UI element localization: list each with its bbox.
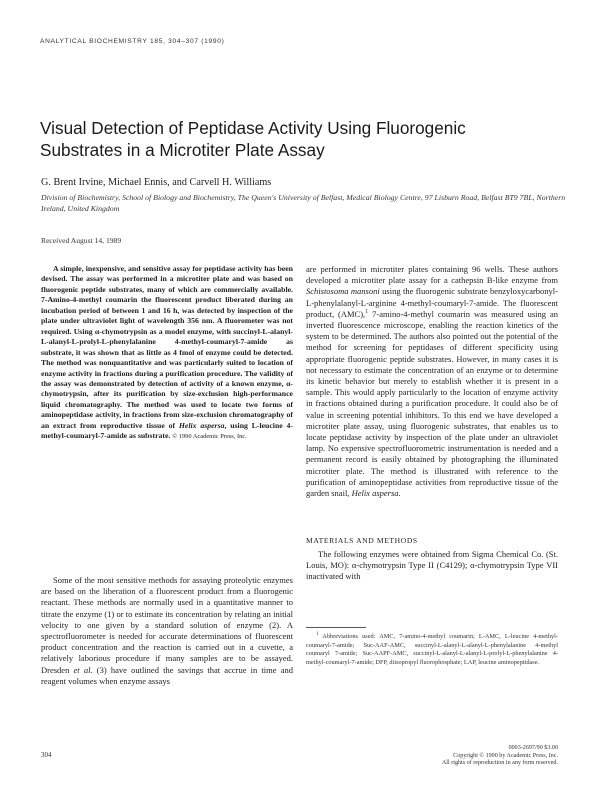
copyright-price: 0003-2697/90 $3.00 bbox=[508, 745, 558, 751]
right-col-text-1: are performed in microtiter plates containing 96 wells. These authors developed a microtiter plate assay for a cathepsin B-like enzyme from bbox=[306, 264, 558, 286]
copyright-holder: Copyright © 1990 by Academic Press, Inc. bbox=[453, 752, 558, 759]
footnote-reference: 1 bbox=[365, 308, 369, 315]
footnote bbox=[306, 633, 558, 667]
footnote-divider bbox=[306, 627, 366, 628]
abstract-text: A simple, inexpensive, and sensitive assay for peptidase activity has been devised. The assay was performed in a microtiter plate and was based on fluorogenic peptide substrates, many of which are commercially available. 7-Amino-4-methyl coumarin the fluorescent product liberated during an incubation period of between 1 and 16 h, was detected by inspection of the plate under ultraviolet light of wavelength 356 nm. A fluorometer was not required. Using α-chymotrypsin as a model enzyme, with succinyl-L-alanyl-L-alanyl-L-prolyl-L-phenylalanine 4-methyl-coumaryl-7-amide as substrate, it was shown that as little as 4 fmol of enzyme could be detected. The method was nonquantitative and was particularly suited to location of enzyme activity in fractions during a purification procedure. The validity of the assay was demonstrated by detection of activity of a known enzyme, α-chymotrypsin, after its purification by size-exclusion high-performance liquid chromatography. The method was used to locate two forms of aminopeptidase activity, in fractions from size-exclusion chromatography of an extract from reproductive tissue of bbox=[41, 264, 293, 430]
author-affiliation: Division of Biochemistry, School of Biology and Biochemistry, The Queen's University of Belfast, Medical Biology Centre, 97 Lisburn Road, Belfast BT9 7BL, Northern Ireland, United Kingdom bbox=[41, 193, 566, 213]
abstract-species: Helix aspersa bbox=[178, 420, 225, 430]
abstract bbox=[41, 264, 293, 443]
intro-text-end: (3) have outlined the savings that accrue in time and reagent volumes when enzyme assays bbox=[41, 664, 294, 686]
right-col-text-4: . bbox=[398, 488, 401, 499]
copyright-rights: All rights of reproduction in any form reserved. bbox=[441, 760, 558, 767]
intro-etal: et al. bbox=[73, 664, 93, 675]
methods-paragraph: The following enzymes were obtained from Sigma Chemical Co. (St. Louis, MO): α-chymotrypsin Type II (C4129); α-chymotrypsin Type VII inactivated with bbox=[306, 549, 558, 582]
right-col-text-2: using the fluorogenic substrate benzyloxycarbonyl-L-phenylalanyl-L-arginine 4-methyl-coumaryl-7-amide. The fluorescent product, (AMC), bbox=[306, 286, 558, 319]
right-column-paragraph bbox=[306, 264, 558, 499]
article-title: Visual Detection of Peptidase Activity Using Fluorogenic Substrates in a Microtiter Plate Assay bbox=[40, 118, 466, 160]
intro-text: Some of the most sensitive methods for assaying proteolytic enzymes are based on the liberation of a fluorescent product from a fluorogenic reactant. These methods are normally used in a quantitative manner to titrate the enzyme (1) or to estimate its concentration by relating an initial velocity to one given by a standard solution of enzyme (2). A spectrofluorometer is needed for accurate determinations of fluorescent product concentration and the reaction is carried out in a cuvette, a relatively laborious procedure if many samples are to be assayed. Dresden bbox=[41, 575, 293, 675]
footnote-text: Abbreviations used: AMC, 7-amino-4-methyl coumarin; L-AMC, L-leucine 4-methyl-coumaryl-7-amide; Suc-AAF-AMC, succinyl-L-alanyl-L-alanyl-L-phenylalanine 4-methyl coumaryl 7-amide; Suc-AAPF-AMC, succinyl-L-alanyl-L-alanyl-L-prolyl-L-phenylalanine 4-methyl-coumaryl-7-amide; DFP, diisopropyl fluorophosphate; LAP, leucine aminopeptidase. bbox=[306, 633, 558, 666]
section-heading-methods: MATERIALS AND METHODS bbox=[306, 536, 418, 545]
page-number: 304 bbox=[41, 751, 52, 759]
introduction-paragraph bbox=[41, 575, 293, 687]
right-col-helix: Helix aspersa bbox=[351, 488, 399, 499]
right-col-schistosoma: Schistosoma mansoni bbox=[306, 286, 380, 297]
footnote-marker: 1 bbox=[316, 631, 319, 637]
abstract-text-end: , using L-leucine 4-methyl-coumaryl-7-amide as substrate. bbox=[41, 420, 293, 441]
right-col-text-3: 7-amino-4-methyl coumarin was measured using an inverted fluorescence microscope, enabling the reaction kinetics of the system to be determined. The authors also pointed out the potential of the method for screening for peptidases of different specificity using appropriate fluorogenic peptide substrates. However, in many cases it is not necessary to estimate the concentration of an enzyme or to determine its kinetic behavior but merely to establish whether it is present in a sample. This would apply particularly to the location of enzyme activity in fractions obtained during a purification procedure. It could also be of value in screening potential inhibitors. To this end we have developed a microtiter plate assay, using fluorogenic substrates, that enables us to locate peptidase activity by inspection of the plate under an ultraviolet lamp. No expensive spectrofluorometric instrumentation is needed and a permanent record is easily obtained by photographing the illuminated microtiter plate. The method is illustrated with reference to the purification of aminopeptidase activities from reproductive tissue of the garden snail, bbox=[306, 308, 558, 499]
copyright-block bbox=[308, 745, 558, 768]
article-authors: G. Brent Irvine, Michael Ennis, and Carvell H. Williams bbox=[41, 177, 272, 188]
abstract-copyright: © 1990 Academic Press, Inc. bbox=[172, 433, 247, 441]
running-head: ANALYTICAL BIOCHEMISTRY 185, 304–307 (1990) bbox=[40, 38, 225, 45]
received-date: Received August 14, 1989 bbox=[41, 236, 122, 245]
